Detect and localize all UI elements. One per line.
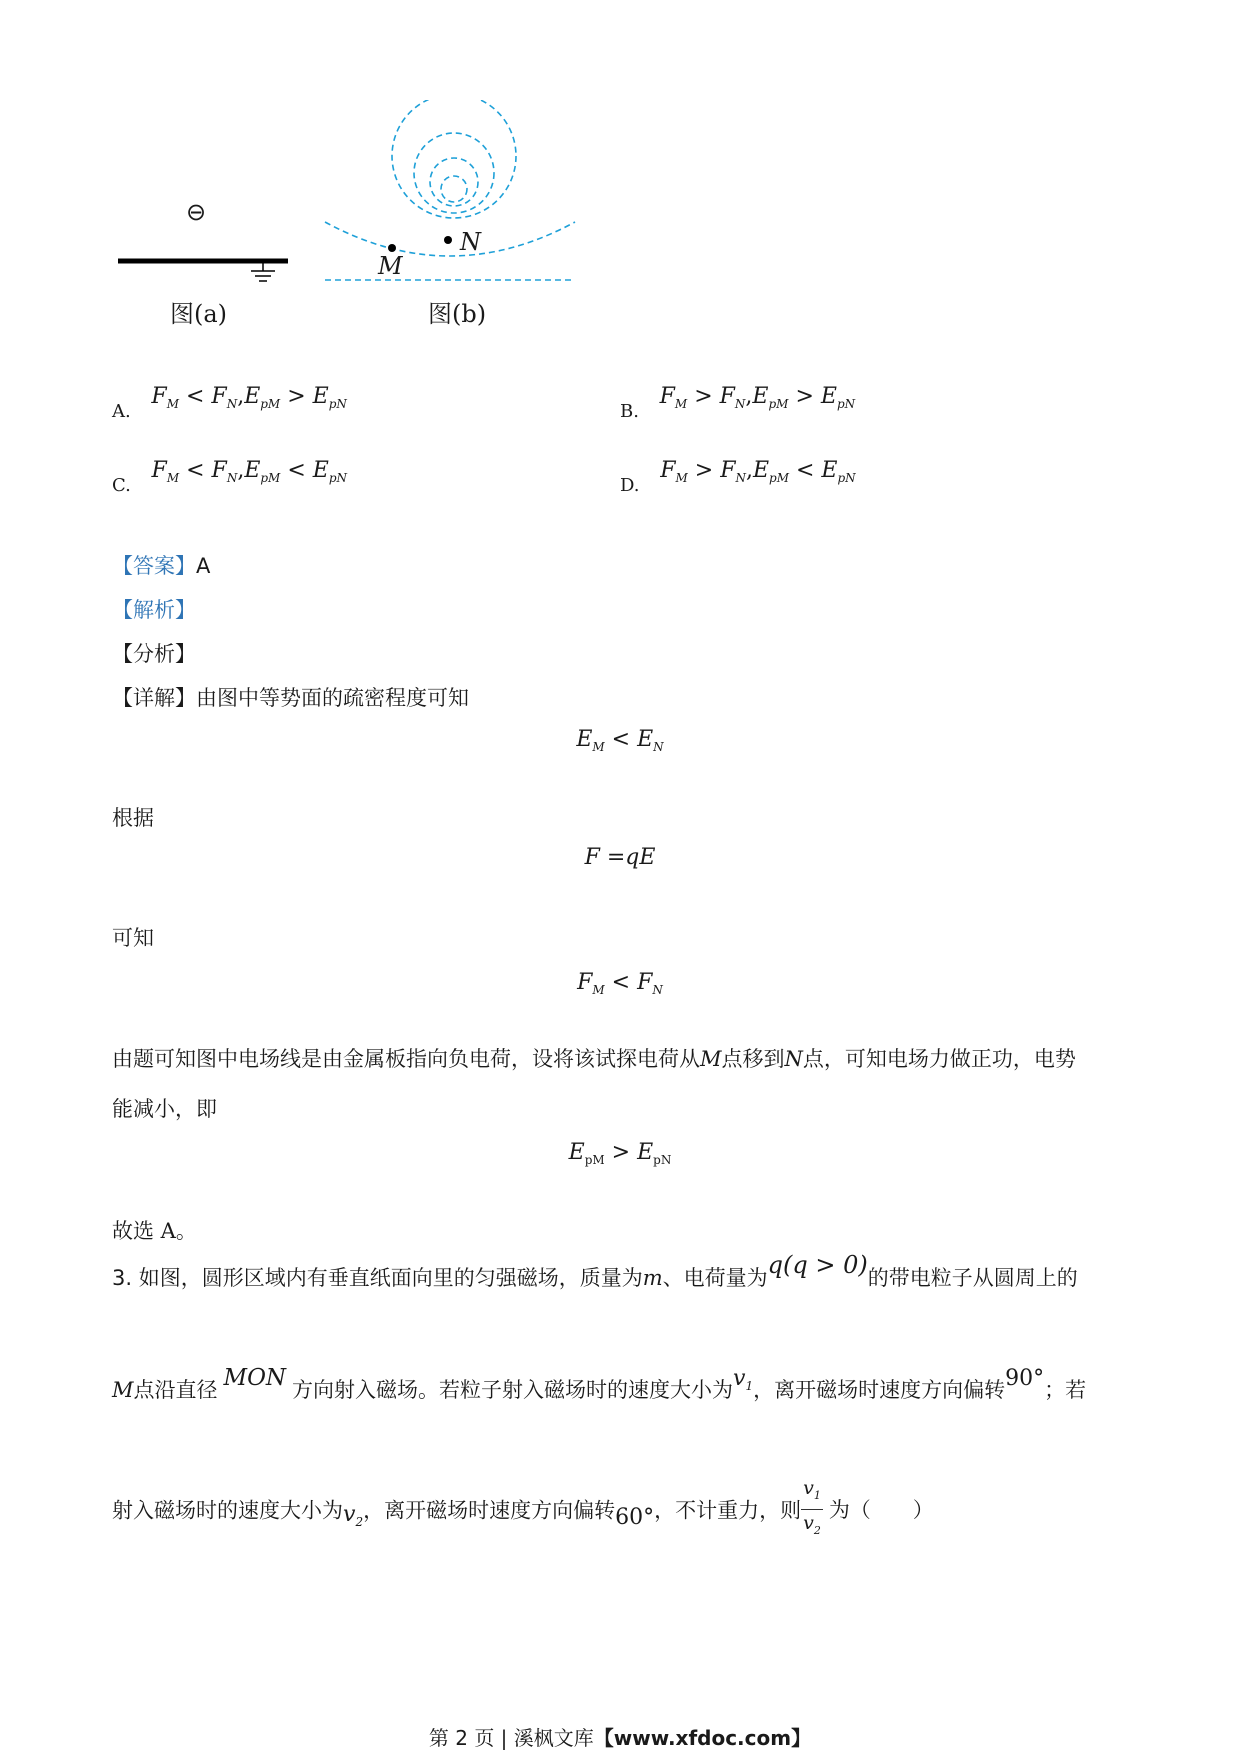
footer-page: 第 2 页 | 溪枫文库 — [428, 1726, 594, 1750]
option-expression: $F_M > F_N,E_{pM} < E_{pN}$ — [660, 458, 856, 485]
equation-field-strength: $E_M < E_N$ — [576, 727, 664, 754]
option-b[interactable] — [620, 384, 856, 425]
equation-force-compare: $F_M < F_N$ — [577, 970, 663, 997]
option-letter: A. — [112, 401, 131, 422]
angle-60: 60° — [615, 1504, 655, 1530]
question-text: ，不计重力，则 — [654, 1498, 802, 1523]
point-m-dot — [388, 244, 396, 252]
answer-line — [112, 550, 210, 580]
question3-line3 — [112, 1475, 934, 1544]
equipotential-circle-3 — [430, 158, 478, 206]
question-text: ，离开磁场时速度方向偏转 — [753, 1378, 1006, 1402]
figure-a-caption: 图(a) — [170, 300, 228, 328]
negative-charge-symbol: ⊖ — [186, 198, 207, 226]
question-text: 射入磁场时的速度大小为 — [112, 1498, 343, 1523]
paragraph-text: 点，可知电场力做正功，电势 — [802, 1047, 1076, 1071]
detail-intro: 由图中等势面的疏密程度可知 — [196, 686, 469, 710]
analysis-tag: 【解析】 — [112, 598, 196, 622]
velocity-v1: $v_1$ — [733, 1366, 754, 1393]
equation-force: F =qE — [584, 845, 656, 870]
diameter-symbol: MON — [223, 1365, 287, 1391]
equipotential-circle-4 — [441, 176, 467, 202]
page-footer — [0, 1722, 1240, 1751]
conclusion-text: 故选 A。 — [112, 1219, 197, 1243]
equipotential-circle-2 — [414, 133, 494, 213]
point-n-dot — [444, 236, 452, 244]
mass-symbol: m — [642, 1266, 663, 1290]
question-number: 3. — [112, 1266, 133, 1290]
question-text: 如图，圆形区域内有垂直纸面向里的匀强磁场，质量为 — [138, 1266, 643, 1290]
point-n-symbol: N — [784, 1047, 803, 1071]
according-text: 根据 — [112, 806, 154, 830]
point-n-label: N — [460, 228, 481, 256]
point-m-symbol: M — [700, 1047, 722, 1071]
detail-paragraph-line1 — [112, 1043, 1076, 1073]
answer-tag: 【答案】 — [112, 554, 196, 578]
detail-tag: 【详解】 — [112, 686, 196, 710]
option-d[interactable] — [620, 458, 856, 499]
figure-b — [320, 100, 590, 295]
equipotential-circle-1 — [392, 100, 516, 218]
paragraph-text: 点移到 — [721, 1047, 785, 1071]
footer-site-link[interactable]: 【www.xfdoc.com】 — [593, 1726, 812, 1750]
angle-90: 90° — [1005, 1366, 1045, 1391]
question-text: ，离开磁场时速度方向偏转 — [363, 1498, 616, 1523]
equation-potential-energy: $E_{pM} > E_{pN}$ — [568, 1140, 672, 1167]
question3-line1 — [112, 1251, 1078, 1292]
option-expression: $F_M > F_N,E_{pM} > E_{pN}$ — [659, 384, 856, 411]
paragraph-text: 由题可知图中电场线是由金属板指向负电荷，设将该试探电荷从 — [112, 1047, 700, 1071]
point-m-label: M — [378, 252, 403, 280]
question-text: 为（ ） — [828, 1498, 934, 1523]
fenxi-tag: 【分析】 — [112, 642, 196, 666]
question-text: 的带电粒子从圆周上的 — [867, 1266, 1078, 1290]
detail-intro-line — [112, 682, 469, 712]
figure-b-caption: 图(b) — [428, 300, 487, 328]
question-text: ；若 — [1044, 1378, 1087, 1402]
point-m-symbol: M — [112, 1378, 134, 1402]
option-expression: $F_M < F_N,E_{pM} < E_{pN}$ — [151, 458, 348, 485]
detail-paragraph-line2: 能减小，即 — [112, 1097, 217, 1121]
question-text: 、电荷量为 — [662, 1266, 768, 1290]
option-expression: $F_M < F_N,E_{pM} > E_{pN}$ — [151, 384, 347, 411]
velocity-ratio: $\frac{v_1}{v_2}$ — [803, 1477, 821, 1537]
option-letter: D. — [620, 475, 640, 496]
option-a[interactable] — [112, 384, 347, 425]
velocity-v2: $v_2$ — [343, 1501, 364, 1529]
question-text: 方向射入磁场。若粒子射入磁场时的速度大小为 — [292, 1378, 734, 1402]
question-text: 点沿直径 — [133, 1378, 218, 1402]
question3-line2 — [112, 1365, 1087, 1405]
option-letter: B. — [620, 401, 639, 422]
know-text: 可知 — [112, 926, 154, 950]
answer-value: A — [196, 554, 211, 578]
option-c[interactable] — [112, 458, 348, 499]
charge-expression: q(q > 0) — [767, 1251, 868, 1279]
option-letter: C. — [112, 475, 131, 496]
